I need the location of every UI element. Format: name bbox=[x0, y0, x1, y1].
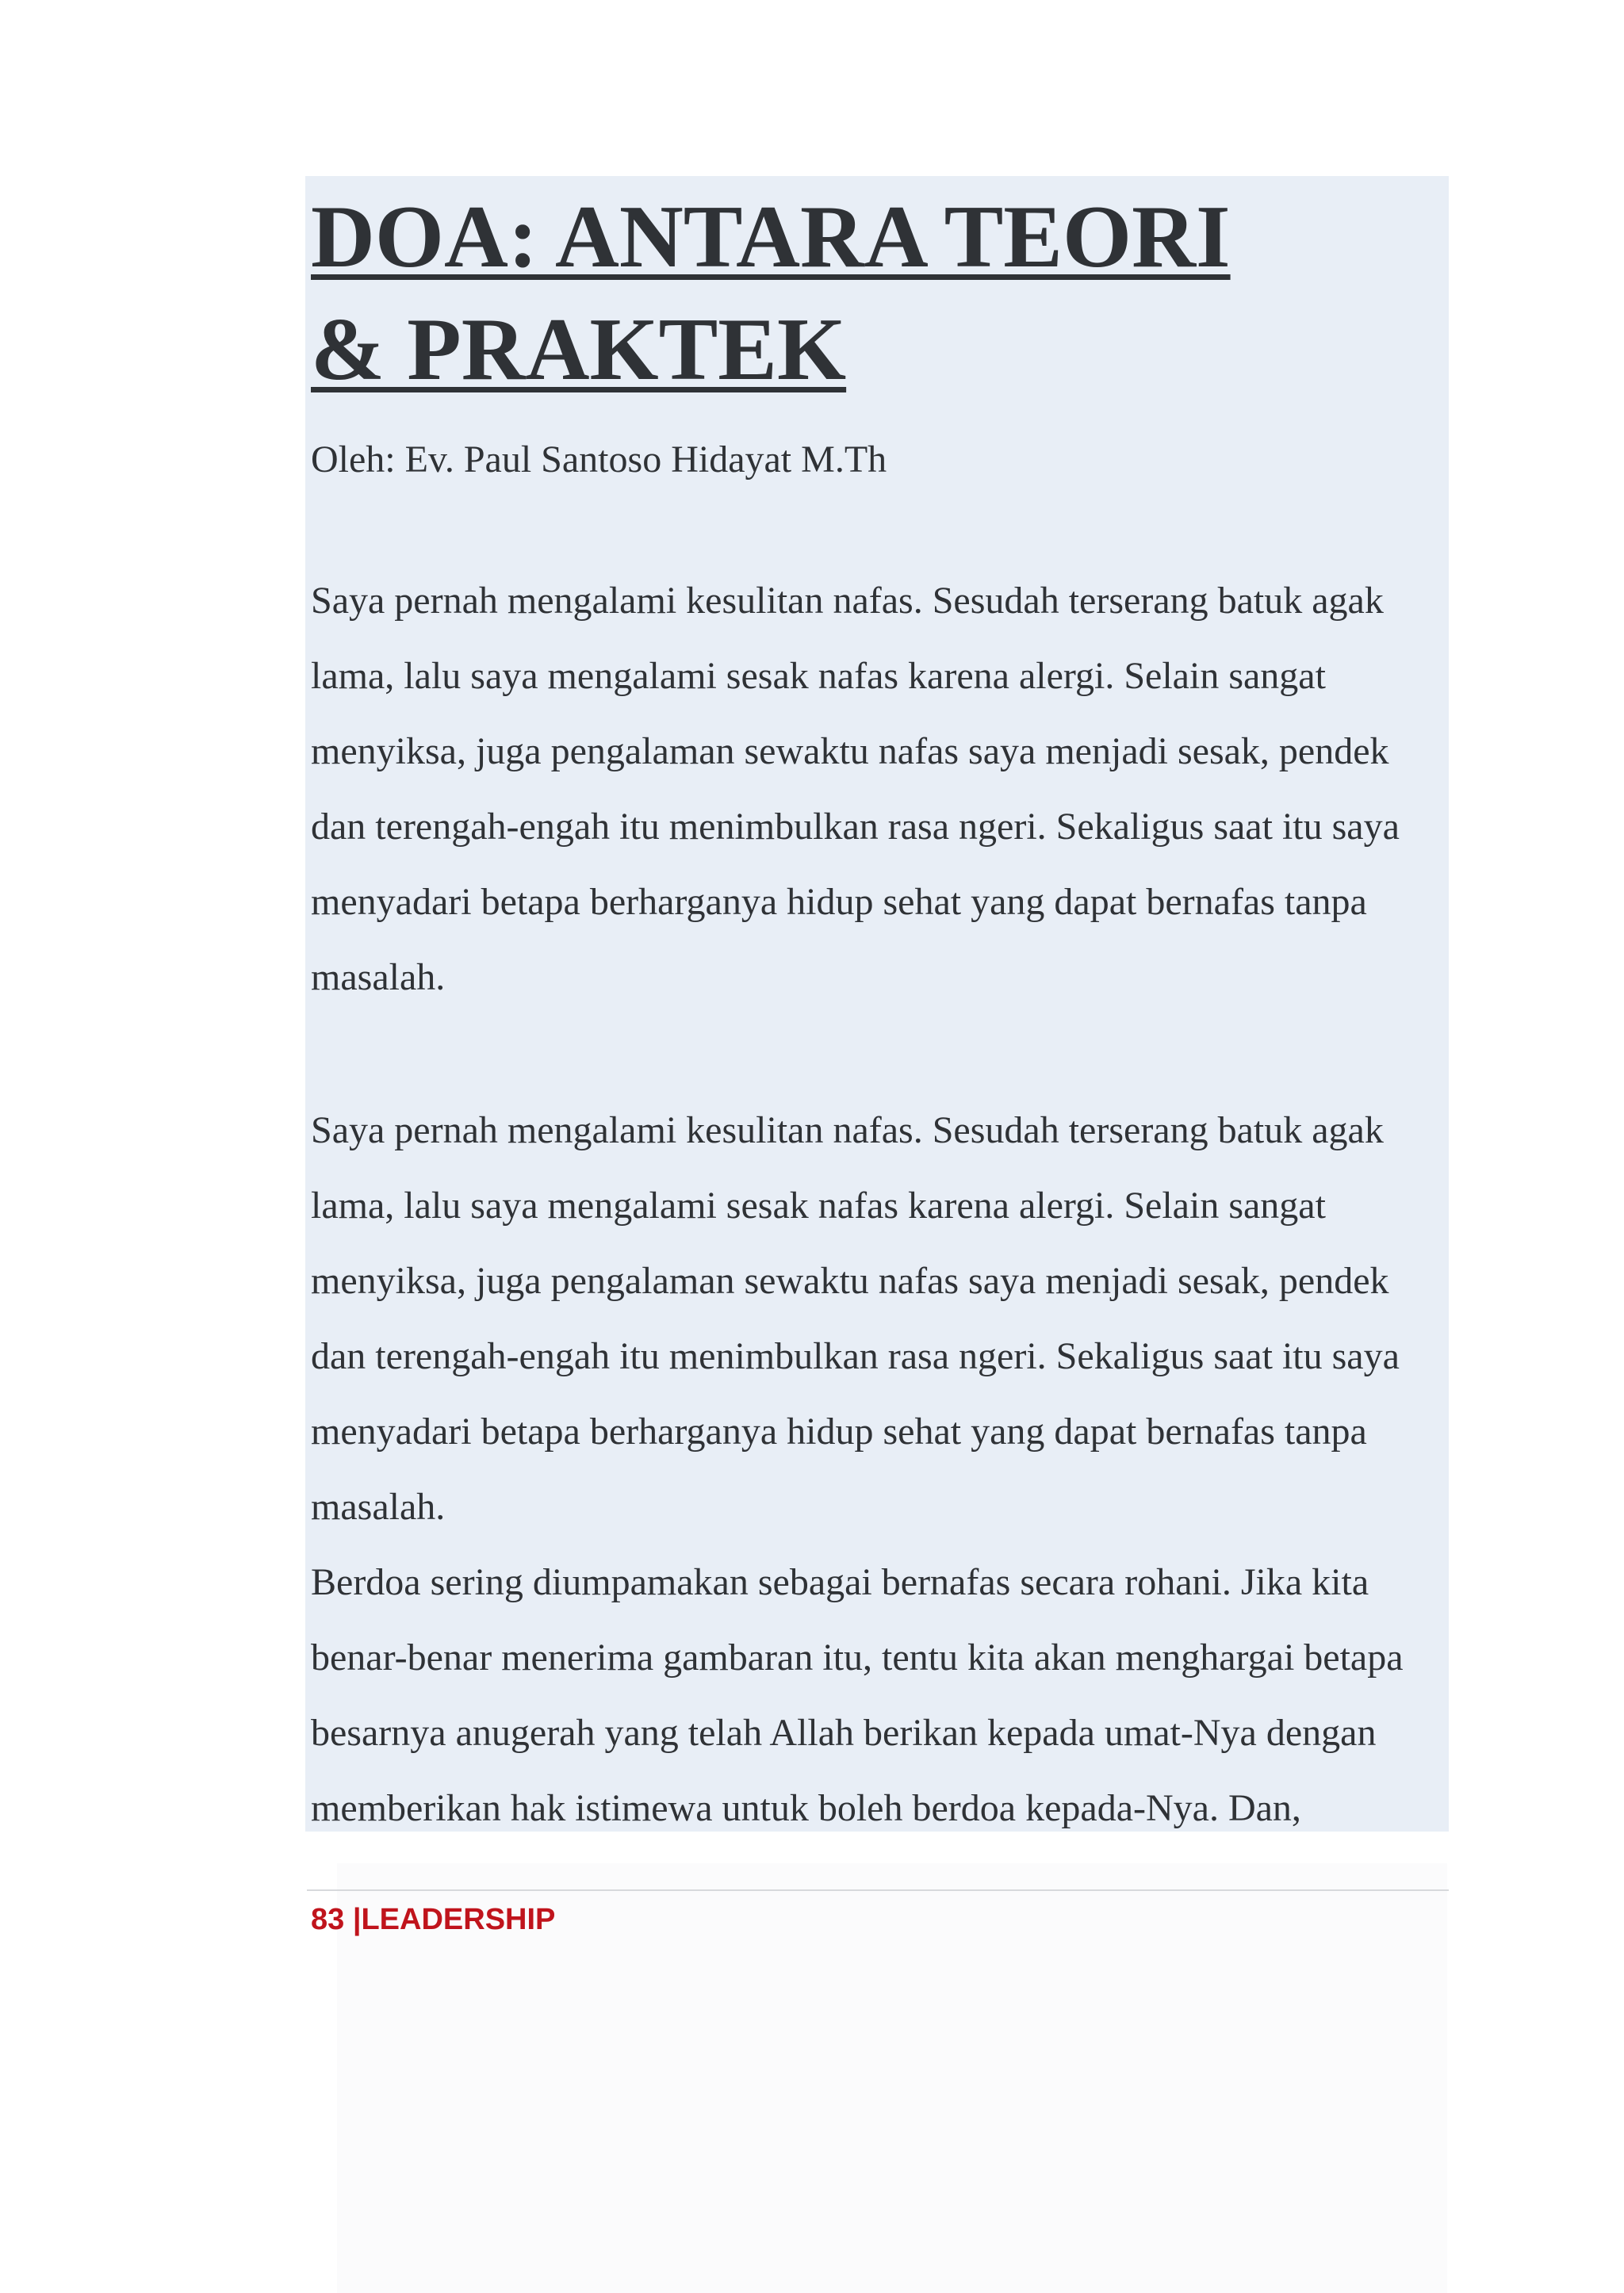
paragraph-line: lama, lalu saya mengalami sesak nafas karena alergi. Selain sangat bbox=[311, 1185, 1326, 1227]
paragraph-line: Saya pernah mengalami kesulitan nafas. Sesudah terserang batuk agak bbox=[311, 580, 1384, 622]
author-byline: Oleh: Ev. Paul Santoso Hidayat M.Th bbox=[311, 438, 887, 480]
paragraph-line: memberikan hak istimewa untuk boleh berdoa kepada-Nya. Dan, bbox=[311, 1787, 1301, 1829]
paragraph bbox=[311, 1545, 1404, 1846]
page-footer: 83 |LEADERSHIP bbox=[311, 1903, 556, 1936]
paragraph-line: menyiksa, juga pengalaman sewaktu nafas saya menjadi sesak, pendek bbox=[311, 730, 1389, 772]
title-line: & PRAKTEK bbox=[311, 301, 847, 399]
paragraph-line: benar-benar menerima gambaran itu, tentu kita akan menghargai betapa bbox=[311, 1636, 1404, 1679]
paragraph-line: dan terengah-engah itu menimbulkan rasa ngeri. Sekaligus saat itu saya bbox=[311, 1335, 1400, 1377]
paragraph-line: menyadari betapa berharganya hidup sehat yang dapat bernafas tanpa bbox=[311, 1411, 1367, 1453]
paragraph-line: dan terengah-engah itu menimbulkan rasa ngeri. Sekaligus saat itu saya bbox=[311, 806, 1400, 848]
paragraph bbox=[311, 1093, 1400, 1545]
footer-divider bbox=[307, 1889, 1449, 1891]
paragraph-line: lama, lalu saya mengalami sesak nafas karena alergi. Selain sangat bbox=[311, 655, 1326, 697]
paragraph-line: besarnya anugerah yang telah Allah berikan kepada umat-Nya dengan bbox=[311, 1712, 1377, 1754]
paragraph-line: Berdoa sering diumpamakan sebagai bernafas secara rohani. Jika kita bbox=[311, 1561, 1369, 1603]
paragraph bbox=[311, 563, 1400, 1015]
paragraph-line: masalah. bbox=[311, 1486, 446, 1528]
paragraph-line: menyadari betapa berharganya hidup sehat yang dapat bernafas tanpa bbox=[311, 881, 1367, 923]
paragraph-line: menyiksa, juga pengalaman sewaktu nafas saya menjadi sesak, pendek bbox=[311, 1260, 1389, 1302]
title-line: DOA: ANTARA TEORI bbox=[311, 188, 1231, 286]
paragraph-line: masalah. bbox=[311, 956, 446, 998]
article-title bbox=[311, 181, 1231, 406]
paragraph-line: Saya pernah mengalami kesulitan nafas. Sesudah terserang batuk agak bbox=[311, 1109, 1384, 1151]
